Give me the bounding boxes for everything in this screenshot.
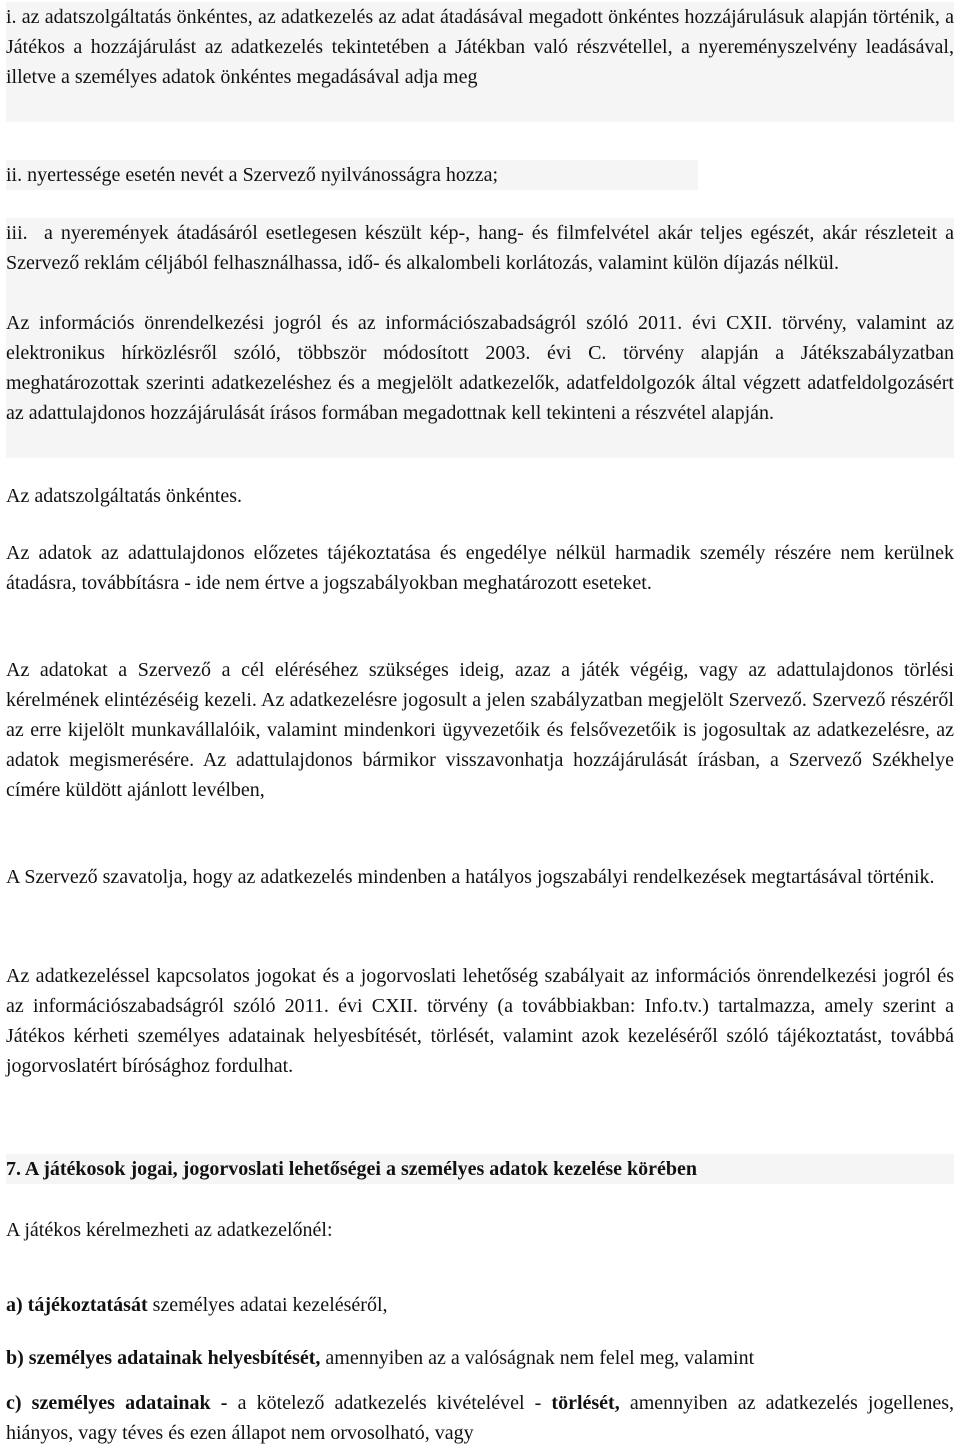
rights-item-b [6,1343,954,1373]
remedies-paragraph: Az adatkezeléssel kapcsolatos jogokat és a jogorvoslati lehetőség szabályait az információs önrendelkezési jogról és az információszabadságról szóló 2011. évi CXII. törvény (a továbbiakban: Info.tv.) tartalmazza, amely szerint a Játékos kérheti személyes adatainak helyesbítését, törlését, valamint azok kezeléséről szóló tájékoztatást, továbbá jogorvoslatért bírósághoz fordulhat. [6,965,954,1077]
guarantee-paragraph: A Szervező szavatolja, hogy az adatkezelés mindenben a hatályos jogszabályi rendelkezések megtartásával történik. [6,866,935,888]
rights-item-c-label2: törlését, [551,1392,620,1414]
law-basis-paragraph: Az információs önrendelkezési jogról és az információszabadságról szóló 2011. évi CXII. törvény, valamint az elektronikus hírközlésről szóló, többször módosított 2003. évi C. törvény alapján a Játékszabályzatban meghatározottak szerinti adatkezeléshez és a megjelölt adatkezelők, adatfeldolgozók által végzett adatfeldolgozásért az adattulajdonos hozzájárulását írásos formában megadottnak kell tekinteni a részvétel alapján. [6,308,954,458]
rights-item-a [6,1290,954,1320]
section-7-heading: 7. A játékosok jogai, jogorvoslati lehetőségei a személyes adatok kezelése körében [6,1154,954,1184]
consent-item-ii: ii. nyertessége esetén nevét a Szervező nyilvánosságra hozza; [6,160,698,190]
rights-item-b-label: b) személyes adatainak helyesbítését, [6,1347,321,1369]
item-iii-text: a nyeremények átadásáról esetlegesen készült kép-, hang- és filmfelvétel akár teljes egészét, akár részleteit a Szervező reklám céljából felhasználhassa, idő- és alkalombeli korlátozás, valamint külön díjazás nélkül. [6,222,954,274]
section-7-intro: A játékos kérelmezheti az adatkezelőnél: [6,1219,333,1241]
rights-item-a-text: személyes adatai kezeléséről, [147,1294,388,1316]
rights-item-b-text: amennyiben az a valóságnak nem felel meg, valamint [320,1347,755,1369]
rights-item-c [6,1388,954,1448]
consent-item-i: i. az adatszolgáltatás önkéntes, az adatkezelés az adat átadásával megadott önkéntes hozzájárulásuk alapján történik, a Játékos a hozzájárulást az adatkezelés tekintetében a Játékban való részvétellel, a nyereményszelvény leadásával, illetve a személyes adatok önkéntes megadásával adja meg [6,2,954,122]
item-iii-number: iii. [6,222,28,244]
rights-item-c-label: c) személyes adatainak - [6,1392,228,1414]
voluntary-paragraph: Az adatszolgáltatás önkéntes. [6,485,243,507]
no-transfer-paragraph: Az adatok az adattulajdonos előzetes tájékoztatása és engedélye nélkül harmadik személy részére nem kerülnek átadásra, továbbításra - ide nem értve a jogszabályokban meghatározott eseteket. [6,542,954,594]
rights-item-a-label: a) tájékoztatását [6,1294,148,1316]
rights-item-c-text: a kötelező adatkezelés kivételével - [227,1392,552,1414]
rights-item-c-text2: amennyiben az adatkezelés jogellenes, hiányos, vagy téves és ezen állapot nem orvosolható, vagy [6,1392,954,1444]
retention-paragraph: Az adatokat a Szervező a cél eléréséhez szükséges ideig, azaz a játék végéig, vagy az adattulajdonos törlési kérelmének elintézéséig kezeli. Az adatkezelésre jogosult a jelen szabályzatban megjelölt Szervező. Szervező részéről az erre kijelölt munkavállalóik, valamint mindenkori ügyvezetőik és felsővezetőik is jogosultak az adatkezelésre, az adatok megismerésére. Az adattulajdonos bármikor visszavonhatja hozzájárulását írásban, a Szervező Székhelye címére küldött ajánlott levélben, [6,659,954,801]
consent-item-iii [6,218,954,308]
